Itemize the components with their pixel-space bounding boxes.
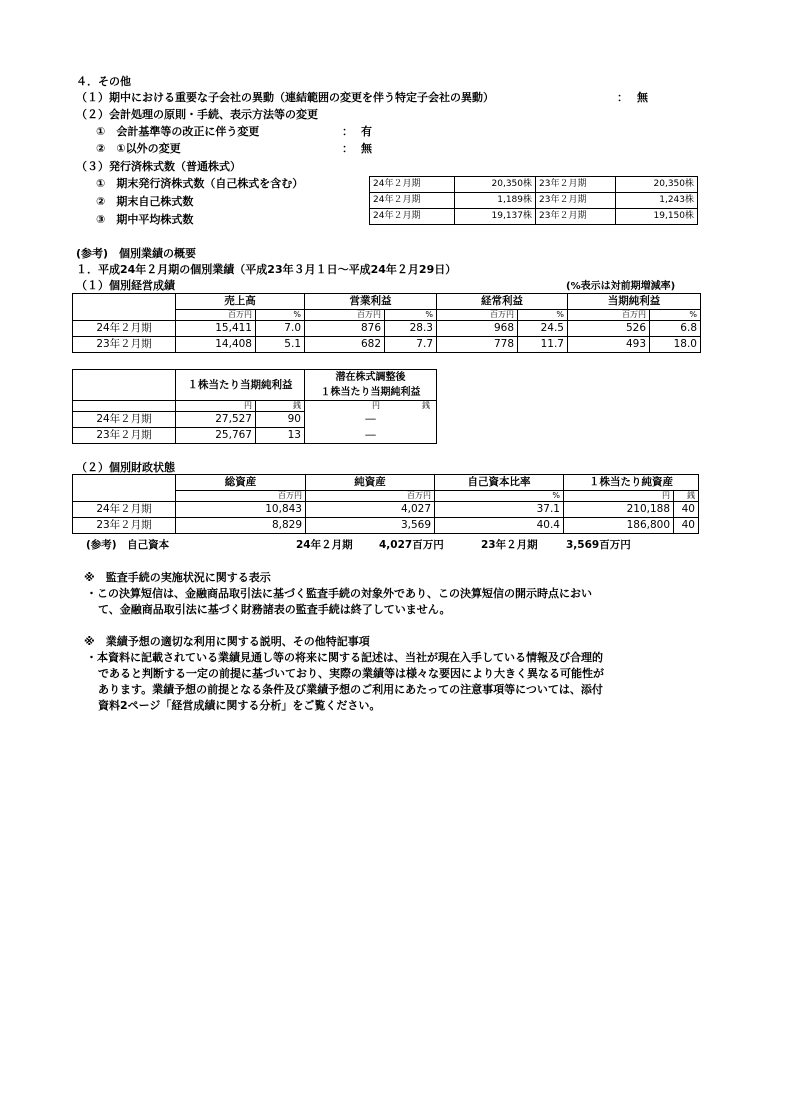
- unit-label: %: [518, 310, 568, 321]
- equity-value1: 4,027百万円: [379, 539, 444, 551]
- table-cell: 1,243株: [616, 193, 698, 209]
- fin-header-bps: １株当たり純資産: [564, 475, 699, 491]
- table-cell: 23年２月期: [536, 209, 616, 225]
- table-cell: 90: [256, 412, 305, 428]
- table-cell: ―: [305, 412, 437, 428]
- eps-header: １株当たり当期純利益: [176, 370, 305, 401]
- row-label: 23年２月期: [73, 428, 176, 444]
- table-cell: 186,800: [564, 518, 674, 534]
- unit-label: %: [435, 491, 564, 502]
- equity-year2: 23年２月期: [481, 539, 538, 551]
- table-row: [370, 193, 698, 209]
- table-cell: 13: [256, 428, 305, 444]
- table-corner: [73, 370, 176, 401]
- reference-sub1: １．平成24年２月期の個別業績（平成23年３月１日～平成24年２月29日）: [76, 263, 457, 276]
- table-cell: 10,843: [176, 502, 306, 518]
- table-cell: 493: [568, 337, 650, 353]
- unit-label: 円: [372, 401, 380, 411]
- table-cell: 14,408: [176, 337, 256, 353]
- table-cell: 876: [305, 321, 385, 337]
- ops-note: (%表示は対前期増減率): [566, 281, 676, 292]
- section4-item2-1-value: 有: [361, 125, 372, 138]
- table-row: [370, 177, 698, 193]
- forecast-line3: あります。業績予想の前提となる条件及び業績予想のご利用にあたっての注意事項等については、添付: [98, 683, 603, 696]
- equity-label: (参考) 自己資本: [86, 539, 170, 551]
- forecast-line1: ・本資料に記載されている業績見通し等の将来に関する記述は、当社が現在入手している情報及び合理的: [86, 651, 603, 664]
- table-cell: 28.3: [385, 321, 437, 337]
- table-header-row: [73, 475, 699, 491]
- table-cell: 11.7: [518, 337, 568, 353]
- fin-header-total-assets: 総資産: [176, 475, 306, 491]
- table-cell: 20,350株: [616, 177, 698, 193]
- ops-header-operating: 営業利益: [305, 294, 437, 310]
- audit-line2: て、金融商品取引法に基づく財務諸表の監査手続は終了していません。: [98, 603, 451, 616]
- table-row: [73, 518, 699, 534]
- table-cell: ―: [305, 428, 437, 444]
- table-cell: 27,527: [176, 412, 256, 428]
- table-cell: 37.1: [435, 502, 564, 518]
- unit-label: %: [650, 310, 701, 321]
- ops-header-sales: 売上高: [176, 294, 305, 310]
- section4-item3-3: ③ 期中平均株式数: [96, 213, 194, 226]
- table-corner: [73, 475, 176, 502]
- unit-label: 百万円: [437, 310, 518, 321]
- diluted-eps-unit-cell: [305, 401, 437, 412]
- table-cell: 23年２月期: [536, 193, 616, 209]
- section4-item2: （２）会計処理の原則・手続、表示方法等の変更: [76, 108, 318, 121]
- table-cell: 24年２月期: [370, 193, 455, 209]
- ops-title: （１）個別経営成績: [76, 279, 175, 292]
- audit-title: ※ 監査手続の実施状況に関する表示: [84, 571, 271, 584]
- row-label: 23年２月期: [73, 337, 176, 353]
- table-row: [370, 209, 698, 225]
- table-unit-row: [73, 401, 437, 412]
- table-cell: 19,150株: [616, 209, 698, 225]
- section4-item3-2: ② 期末自己株式数: [96, 195, 194, 208]
- table-cell: 526: [568, 321, 650, 337]
- fin-table: [72, 474, 699, 534]
- section4-item2-2-colon: ：: [342, 142, 353, 155]
- unit-label: 円: [176, 401, 256, 412]
- table-cell: 5.1: [256, 337, 305, 353]
- equity-value2: 3,569百万円: [566, 539, 631, 551]
- table-cell: 8,829: [176, 518, 306, 534]
- table-row: [73, 502, 699, 518]
- row-label: 24年２月期: [73, 412, 176, 428]
- table-cell: 4,027: [306, 502, 435, 518]
- unit-label: %: [385, 310, 437, 321]
- section4-title: ４．その他: [76, 75, 131, 88]
- unit-label: 円: [564, 491, 674, 502]
- section4-item2-2-value: 無: [361, 142, 372, 155]
- section4-item1-value: 無: [637, 91, 648, 104]
- table-cell: 6.8: [650, 321, 701, 337]
- section4-item2-1: ① 会計基準等の改正に伴う変更: [96, 125, 260, 138]
- table-cell: [73, 401, 176, 412]
- table-cell: 15,411: [176, 321, 256, 337]
- table-cell: 24年２月期: [370, 209, 455, 225]
- table-cell: 40: [674, 518, 699, 534]
- fin-header-net-assets: 純資産: [306, 475, 435, 491]
- section4-item1-colon: ：: [617, 91, 628, 104]
- row-label: 24年２月期: [73, 321, 176, 337]
- diluted-eps-header-line1: 潜在株式調整後: [305, 370, 437, 386]
- ops-table: [72, 293, 701, 353]
- table-cell: 20,350株: [455, 177, 536, 193]
- unit-label: %: [256, 310, 305, 321]
- equity-year1: 24年２月期: [296, 539, 353, 551]
- section4-item1: （１）期中における重要な子会社の異動（連結範囲の変更を伴う特定子会社の異動）: [76, 91, 494, 104]
- forecast-line2: であると判断する一定の前提に基づいており、実際の業績等は様々な要因により大きく異なる可能性が: [98, 667, 604, 680]
- forecast-title: ※ 業績予想の適切な利用に関する説明、その他特記事項: [84, 635, 370, 648]
- section4-item3: （３）発行済株式数（普通株式）: [76, 160, 241, 173]
- table-cell: 25,767: [176, 428, 256, 444]
- section4-item2-2: ② ①以外の変更: [96, 142, 181, 155]
- table-cell: 210,188: [564, 502, 674, 518]
- table-cell: 40.4: [435, 518, 564, 534]
- table-cell: 19,137株: [455, 209, 536, 225]
- unit-label: 銭: [674, 491, 699, 502]
- table-corner: [73, 294, 176, 321]
- table-header-row: [73, 294, 701, 310]
- table-row: [73, 321, 701, 337]
- unit-label: 銭: [256, 401, 305, 412]
- table-cell: 3,569: [306, 518, 435, 534]
- table-cell: 968: [437, 321, 518, 337]
- table-row: [73, 337, 701, 353]
- table-row: [73, 428, 437, 444]
- eps-table: [72, 369, 437, 444]
- unit-label: 百万円: [305, 310, 385, 321]
- diluted-eps-header-line2: １株当たり当期純利益: [305, 385, 437, 401]
- audit-line1: ・この決算短信は、金融商品取引法に基づく監査手続の対象外であり、この決算短信の開示時点におい: [86, 587, 592, 600]
- forecast-line4: 資料2ページ「経営成績に関する分析」をご覧ください。: [98, 699, 381, 712]
- unit-label: 百万円: [176, 491, 306, 502]
- table-header-row: [73, 370, 437, 386]
- table-row: [73, 412, 437, 428]
- row-label: 23年２月期: [73, 518, 176, 534]
- unit-label: 百万円: [568, 310, 650, 321]
- table-cell: 24年２月期: [370, 177, 455, 193]
- section4-item3-1: ① 期末発行済株式数（自己株式を含む）: [96, 177, 304, 190]
- unit-label: 銭: [422, 401, 430, 411]
- ops-header-ordinary: 経常利益: [437, 294, 568, 310]
- table-cell: 7.7: [385, 337, 437, 353]
- section4-item2-1-colon: ：: [342, 125, 353, 138]
- ops-header-net: 当期純利益: [568, 294, 701, 310]
- table-cell: 40: [674, 502, 699, 518]
- shares-table: [369, 176, 698, 225]
- unit-label: 百万円: [306, 491, 435, 502]
- table-cell: 24.5: [518, 321, 568, 337]
- row-label: 24年２月期: [73, 502, 176, 518]
- table-cell: 682: [305, 337, 385, 353]
- unit-label: 百万円: [176, 310, 256, 321]
- fin-title: （２）個別財政状態: [76, 461, 175, 474]
- reference-title: (参考) 個別業績の概要: [76, 247, 197, 260]
- table-cell: 7.0: [256, 321, 305, 337]
- table-cell: 23年２月期: [536, 177, 616, 193]
- table-cell: 18.0: [650, 337, 701, 353]
- fin-header-equity-ratio: 自己資本比率: [435, 475, 564, 491]
- table-cell: 1,189株: [455, 193, 536, 209]
- table-cell: 778: [437, 337, 518, 353]
